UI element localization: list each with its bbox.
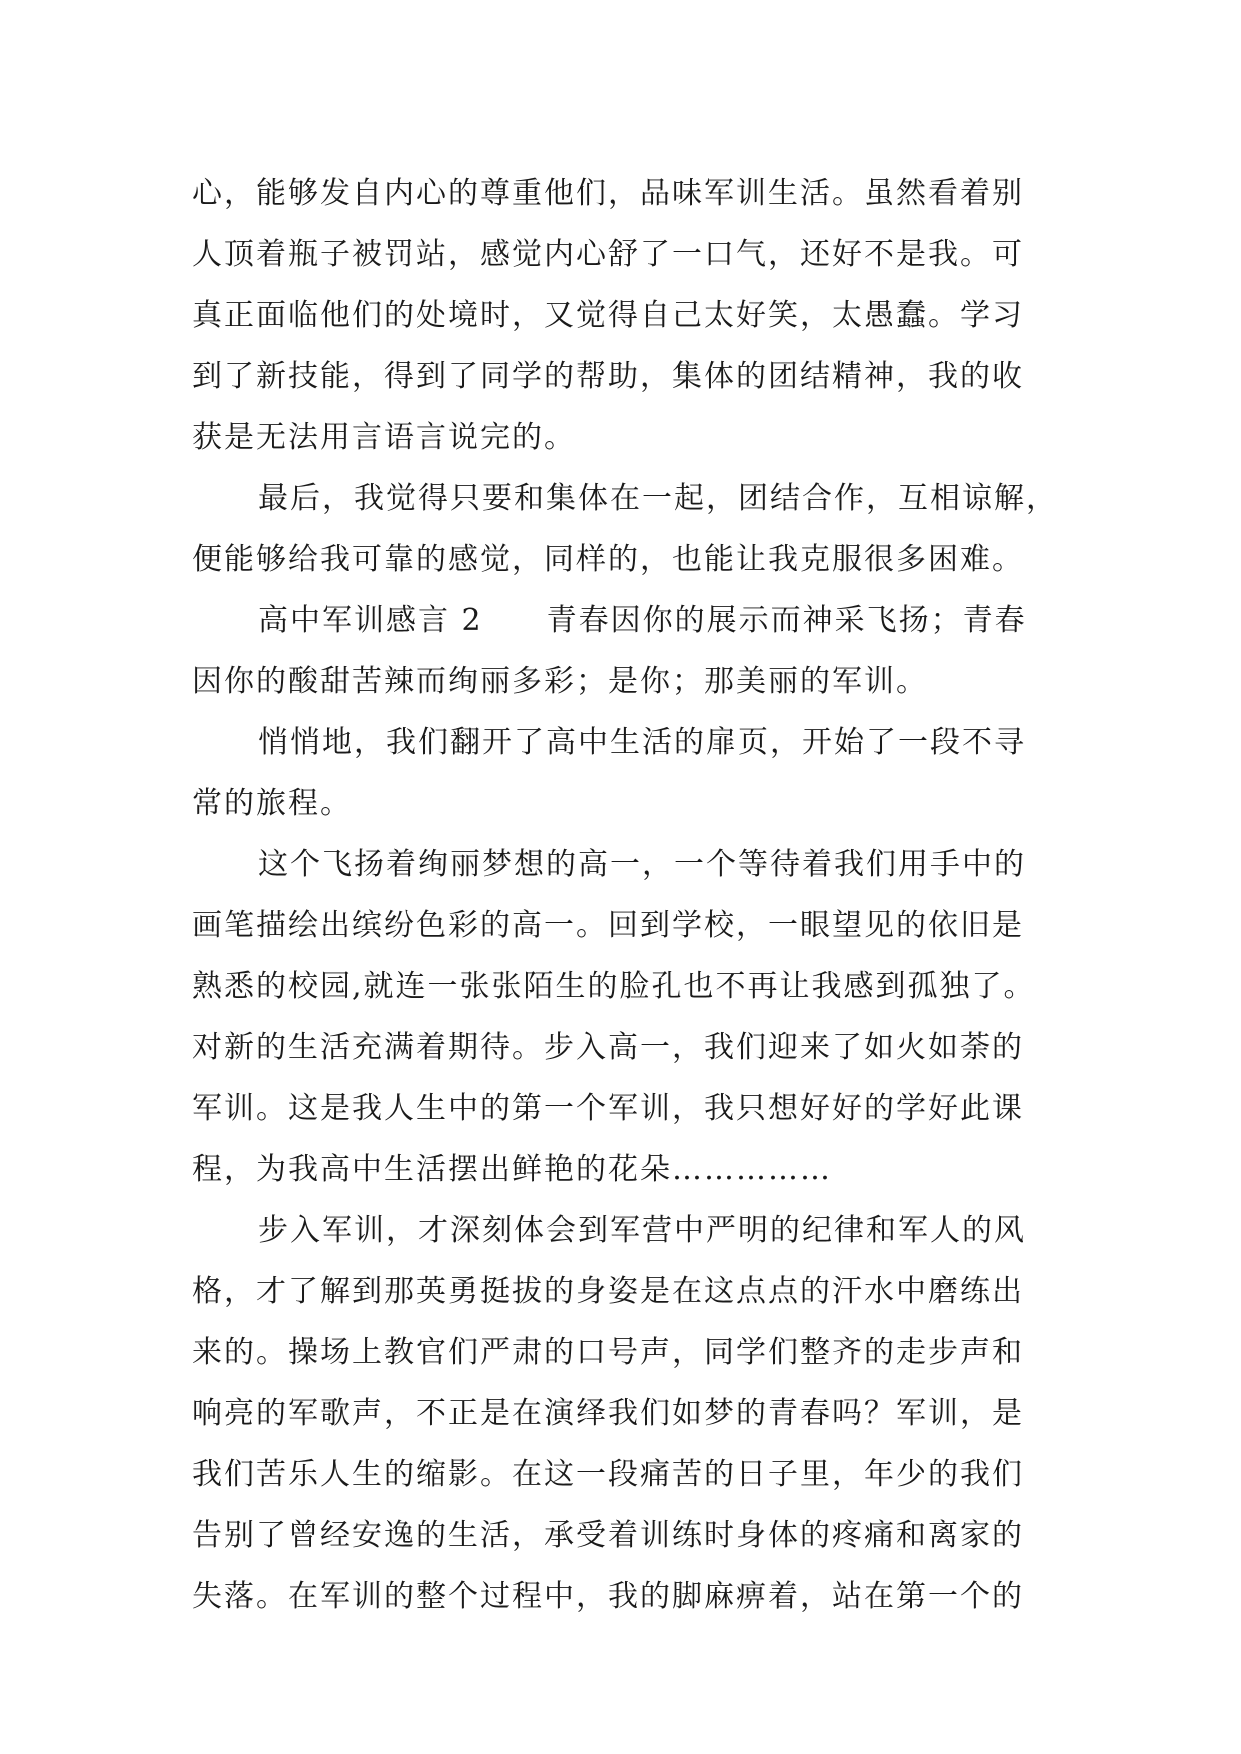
text-line: 程，为我高中生活摆出鲜艳的花朵……………: [192, 1152, 832, 1187]
text-line: 人顶着瓶子被罚站，感觉内心舒了一口气，还好不是我。可: [192, 237, 1024, 272]
text-line: 格，才了解到那英勇挺拔的身姿是在这点点的汗水中磨练出: [192, 1274, 1024, 1309]
text-line: 画笔描绘出缤纷色彩的高一。回到学校，一眼望见的依旧是: [192, 908, 1024, 943]
text-line: 失落。在军训的整个过程中，我的脚麻痹着，站在第一个的: [192, 1579, 1024, 1614]
text-line: 熟悉的校园,就连一张张陌生的脸孔也不再让我感到孤独了。: [192, 969, 1036, 1004]
section-heading-line: 高中军训感言 2 青春因你的展示而神采飞扬；青春: [258, 603, 1027, 638]
text-line: 来的。操场上教官们严肃的口号声，同学们整齐的走步声和: [192, 1335, 1024, 1370]
text-line: 我们苦乐人生的缩影。在这一段痛苦的日子里，年少的我们: [192, 1457, 1024, 1492]
text-line: 这个飞扬着绚丽梦想的高一，一个等待着我们用手中的: [258, 847, 1026, 882]
text-line: 军训。这是我人生中的第一个军训，我只想好好的学好此课: [192, 1091, 1024, 1126]
text-line: 便能够给我可靠的感觉，同样的，也能让我克服很多困难。: [192, 542, 1024, 577]
text-line: 悄悄地，我们翻开了高中生活的扉页，开始了一段不寻: [258, 725, 1026, 760]
text-line: 告别了曾经安逸的生活，承受着训练时身体的疼痛和离家的: [192, 1518, 1024, 1553]
text-line: 步入军训，才深刻体会到军营中严明的纪律和军人的风: [258, 1213, 1026, 1248]
text-line: 对新的生活充满着期待。步入高一，我们迎来了如火如荼的: [192, 1030, 1024, 1065]
text-line: 获是无法用言语言说完的。: [192, 420, 576, 455]
text-line: 因你的酸甜苦辣而绚丽多彩；是你；那美丽的军训。: [192, 664, 928, 699]
text-line: 常的旅程。: [192, 786, 352, 821]
text-line: 真正面临他们的处境时，又觉得自己太好笑，太愚蠢。学习: [192, 298, 1024, 333]
text-line: 最后，我觉得只要和集体在一起，团结合作，互相谅解，: [258, 481, 1058, 516]
text-line: 响亮的军歌声，不正是在演绎我们如梦的青春吗？军训，是: [192, 1396, 1024, 1431]
text-line: 到了新技能，得到了同学的帮助，集体的团结精神，我的收: [192, 359, 1024, 394]
body-text: [192, 163, 1072, 1627]
text-line: 心，能够发自内心的尊重他们，品味军训生活。虽然看着别: [192, 176, 1024, 211]
